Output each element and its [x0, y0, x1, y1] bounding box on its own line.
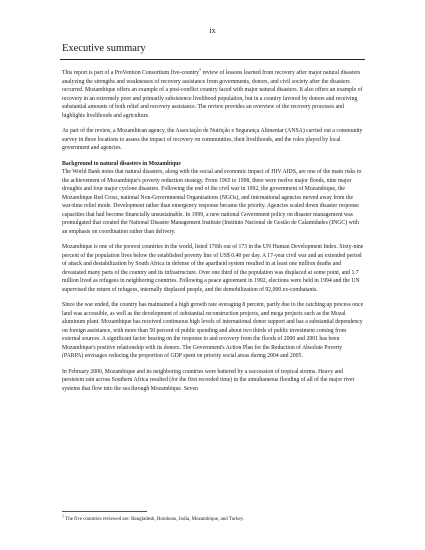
paragraph-world-bank: The World Bank notes that natural disasters, along with the social and economic impact of HIV AIDS, are one of the main risks to the achievement of Mozambique's poverty reduction strategy. From 1965 to 1998, there were twelve major floods, nine major droughts and four major cyclone disasters. Following the end of the civil war in 1992, the government of Mozambique, the Mozambique Red Cross, national Non-Governmental Organisations (NGOs), and international agencies moved away from the war-time relief mode. Development rather than emergency response became the priority. Agencies scaled down disaster response capacities that had become financially unsustainable. In 1999, a new national Government policy on disaster management was promulgated that created the National Disaster Management Institute (Instituto Nacional de Gestão de Calamidades (INGC) with an emphasis on coordination rather than delivery.: [62, 169, 362, 235]
paragraph-intro-start: This report is part of a ProVention Consortium five-country: [62, 70, 200, 76]
footnote-rule: [62, 511, 147, 512]
paragraph-growth: Since the war ended, the country has maintained a high growth rate averaging 8 percent, partly due to the catching up process once land was accessible, as well as the development of substantial reconstruction projects, and mega projects such as the Mozal aluminum plant. Mozambique has received continuous high levels of international donor support and has a substantial dependency on foreign assistance, with more than 50 percent of public spending and about two thirds of public investment coming from external sources. A significant factor bearing on the response to and recovery from the floods of 2000 and 2001 has been Mozambique's positive relationship with its donors. The Government's Action Plan for the Reduction of Absolute Poverty (PARPA) envisages reducing the proportion of GDP spent on priority social areas during 2004 and 2005.: [62, 302, 364, 359]
paragraph-intro-rest: review of lessons learned from recovery after major natural disasters analyzing the strengths and weaknesses of recovery assistance from governments, donors, and civil society after the disasters occurred. Mozambique offers an example of a post-conflict country faced with major natural disasters. It also offers an example of recovery in an extremely poor and primarily subsistence livelihood population, but in a country favored by donors and receiving substantial amounts of both relief and recovery assistance. The review provides an overview of the recovery processes and highlights livelihoods and agriculture.: [62, 70, 363, 119]
paragraph-poverty: Mozambique is one of the poorest countries in the world, listed 170th out of 173 in the UN Human Development Index. Sixty-nine percent of the population lives below the established poverty line of US$ 0.40 per day. A 17-year civil war and an extended period of attack and destabilization by South Africa in defense of the apartheid system resulted in at least one million deaths and devastated many parts of the country and its infrastructure. Over one third of the population was displaced at some point, and 1.7 million lived as refugees in neighboring countries. Following a peace agreement in 1992, elections were held in 1994 and the UN supervised the return of refugees, internally displaced people, and the demobilization of 92,000 ex-combatants.: [62, 244, 364, 293]
footnote-mark: 1: [62, 513, 64, 519]
paragraph-floods: In February 2000, Mozambique and its neighboring countries were battered by a succession of tropical storms. Heavy and persistent rain across Southern Africa resulted (for the first recorded time) in the simultaneous flooding of all of the major river systems that flow into the sea through Mozambique. Seven: [62, 368, 355, 392]
body-text: [62, 69, 364, 400]
footnote: [62, 513, 364, 523]
page-number: ix: [209, 26, 216, 35]
paragraph-survey: As part of the review, a Mozambican agency, the Associação de Nutrição e Segurança Alimentar (ANSA) carried out a community survey in three locations to assess the impact of recovery on communities, their livelihoods, and the roles played by local government and agencies.: [62, 128, 363, 151]
footnote-reference: 1: [199, 67, 202, 73]
section-heading: Executive summary: [62, 43, 146, 54]
footnote-text: The five countries reviewed are: Bangladesh, Honduras, India, Mozambique, and Turkey.: [64, 517, 245, 522]
heading-rule: [60, 59, 365, 60]
subheading-background: Background to natural disasters in Mozambique: [62, 160, 181, 167]
paragraph-intro: [62, 69, 364, 120]
